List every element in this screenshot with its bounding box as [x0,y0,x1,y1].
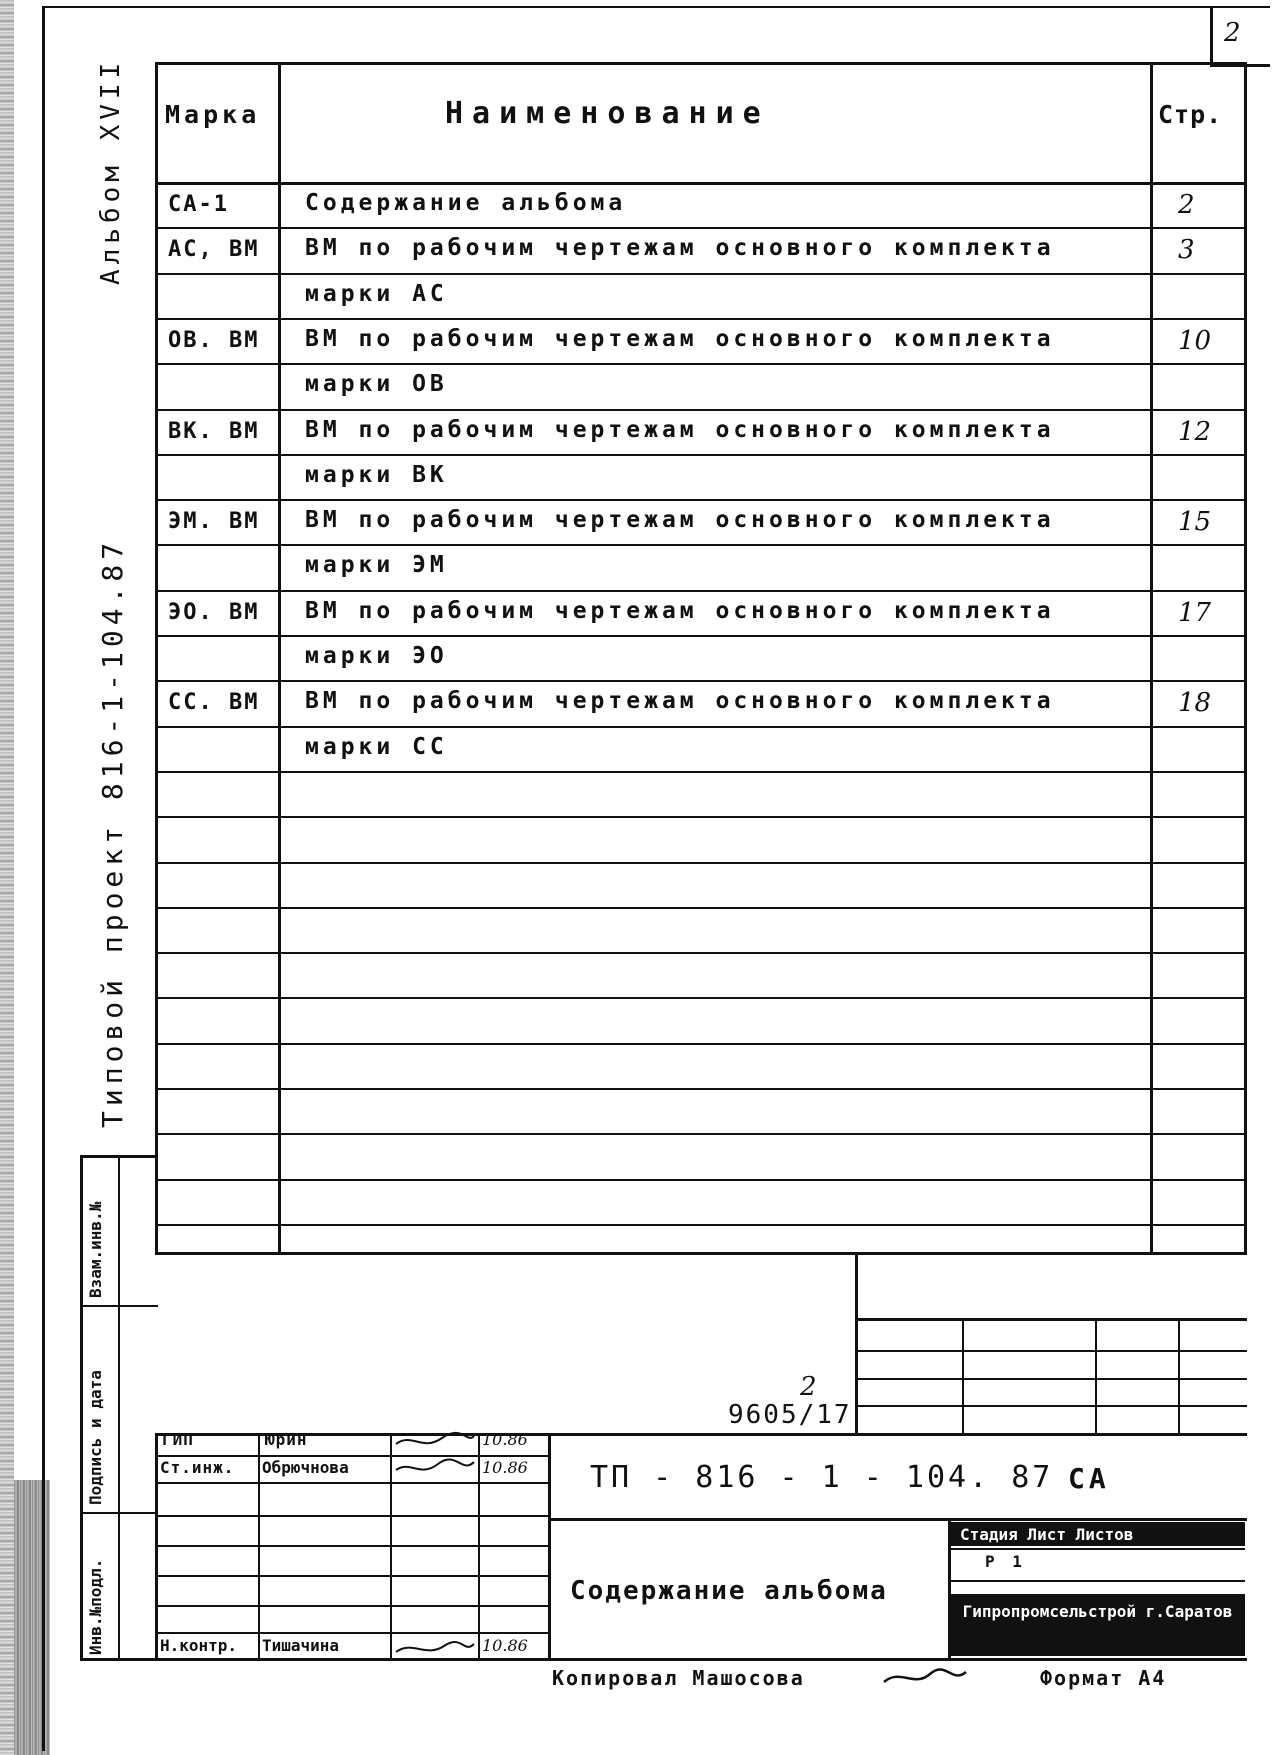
row-page: 18 [1178,688,1212,719]
signers-row [155,1632,548,1634]
table-top-border [155,62,1247,65]
signer-role: Н.контр. [160,1636,238,1655]
row-mark: ЭМ. ВМ [168,509,260,535]
margin-block-left [80,1155,83,1660]
row-divider [155,1224,1247,1226]
signers-row [155,1515,548,1517]
row-name: марки ОВ [305,371,448,398]
row-divider [155,499,1247,501]
row-divider [155,1088,1247,1090]
row-divider [155,726,1247,728]
margin-block-col [118,1155,120,1660]
signer-date: 10.86 [482,1458,528,1477]
stage-row [950,1548,1245,1550]
signers-row [155,1455,548,1457]
row-mark: СА-1 [168,192,229,217]
scan-edge-left [0,0,14,1755]
row-divider [155,862,1247,864]
signer-role: ГИП [162,1430,194,1449]
margin-block-row [80,1305,158,1307]
row-divider [155,273,1247,275]
row-divider [155,771,1247,773]
signer-role: Ст.инж. [160,1458,235,1477]
row-name: ВМ по рабочим чертежам основного комплекта [305,597,1055,624]
header-divider [155,182,1247,185]
sheet-code: СА [1068,1462,1110,1495]
signer-name: Обрючнова [262,1458,349,1477]
row-divider [155,590,1247,592]
row-divider [155,363,1247,365]
order-number: 9605/17 [728,1400,852,1430]
row-name: ВМ по рабочим чертежам основного комплекта [305,416,1055,443]
row-mark: ВК. ВМ [168,418,260,444]
column-divider-mark [278,62,281,1252]
row-name: марки АС [305,280,448,307]
stamp-sheet-mark: 2 [800,1372,817,1402]
row-divider [155,1179,1247,1181]
side-inv-orig-label: Инв.№подл. [86,1558,105,1655]
stamp-line [1095,1318,1097,1434]
signers-row [155,1605,548,1607]
row-divider [155,952,1247,954]
designation: ТП - 816 - 1 - 104. 87 [590,1460,1054,1495]
row-name: марки ЭМ [305,552,448,579]
designation-bottom [548,1518,1247,1521]
header-page: Стр. [1158,100,1223,129]
row-name: марки СС [305,733,448,760]
signers-row [155,1545,548,1547]
row-name: ВМ по рабочим чертежам основного комплекта [305,325,1055,352]
stage-headers: Стадия Лист Листов [960,1525,1134,1544]
row-mark: ОВ. ВМ [168,327,260,353]
signers-col [478,1433,480,1661]
stamp-line [855,1318,1247,1321]
row-page: 2 [1178,190,1195,220]
stage-row [950,1580,1245,1582]
stamp-mid-border [155,1433,1247,1436]
signers-col [258,1433,260,1661]
side-sign-date-label: Подпись и дата [86,1370,105,1505]
table-left-border [155,62,158,1254]
stamp-bottom-border [548,1658,1247,1661]
row-page: 17 [1178,597,1212,628]
format-label: Формат А4 [1040,1666,1167,1690]
stamp-line [855,1350,1247,1352]
row-mark: ЭО. ВМ [168,599,260,625]
stamp-line [962,1318,964,1434]
row-name: марки ВК [305,461,448,488]
signer-name: Тишачина [262,1636,340,1655]
row-divider [155,816,1247,818]
row-name: ВМ по рабочим чертежам основного комплекта [305,688,1055,715]
row-divider [155,997,1247,999]
table-right-border [1244,62,1247,1254]
signer-date: 10.86 [482,1430,528,1449]
row-divider [155,907,1247,909]
signers-row [155,1482,548,1484]
row-name: ВМ по рабочим чертежам основного комплекта [305,235,1055,262]
signers-right [548,1433,551,1661]
row-divider [155,454,1247,456]
side-inv-label: Взам.инв.№ [86,1201,105,1298]
row-page: 12 [1178,416,1212,447]
row-name: Содержание альбома [305,190,627,216]
row-divider [155,544,1247,546]
signers-bottom [155,1658,548,1661]
side-project: Типовой проект 816-1-104.87 [96,537,129,1128]
margin-block-bottom [80,1658,158,1661]
signature-scribbles [392,1430,478,1490]
copied-by: Копировал Машосова [552,1666,805,1690]
copier-signature [880,1664,970,1692]
row-divider [155,1133,1247,1135]
row-name: марки ЭО [305,643,448,669]
signers-row [155,1575,548,1577]
signer-date: 10.86 [482,1636,528,1655]
row-divider [155,1043,1247,1045]
row-page: 10 [1178,325,1212,356]
signature-scribble [392,1636,478,1662]
margin-block-row [80,1512,158,1514]
row-divider [155,227,1247,229]
stamp-top-border [155,1252,1247,1255]
row-divider [155,680,1247,682]
row-name: ВМ по рабочим чертежам основного комплекта [305,507,1055,534]
header-name: Наименование [445,96,770,131]
stamp-line [855,1405,1247,1407]
row-divider [155,318,1247,320]
side-album: Альбом XVII [96,57,126,285]
row-page: 3 [1178,235,1195,266]
header-mark: Марка [165,100,261,129]
row-mark: АС, ВМ [168,237,260,263]
stamp-line [1178,1318,1180,1434]
stage-values: Р 1 [985,1552,1026,1571]
row-divider [155,409,1247,411]
organization: Гипропромсельстрой г.Саратов [962,1602,1233,1621]
column-divider-page [1150,62,1153,1252]
page-number: 2 [1224,18,1241,48]
signers-left [155,1433,158,1661]
stamp-line [855,1378,1247,1380]
row-page: 15 [1178,507,1212,538]
row-mark: СС. ВМ [168,690,260,716]
signer-name: Юрин [265,1430,308,1449]
margin-block-top [80,1155,158,1158]
page-box-border [1210,6,1213,66]
sheet-title: Содержание альбома [570,1576,888,1606]
row-divider [155,635,1247,637]
